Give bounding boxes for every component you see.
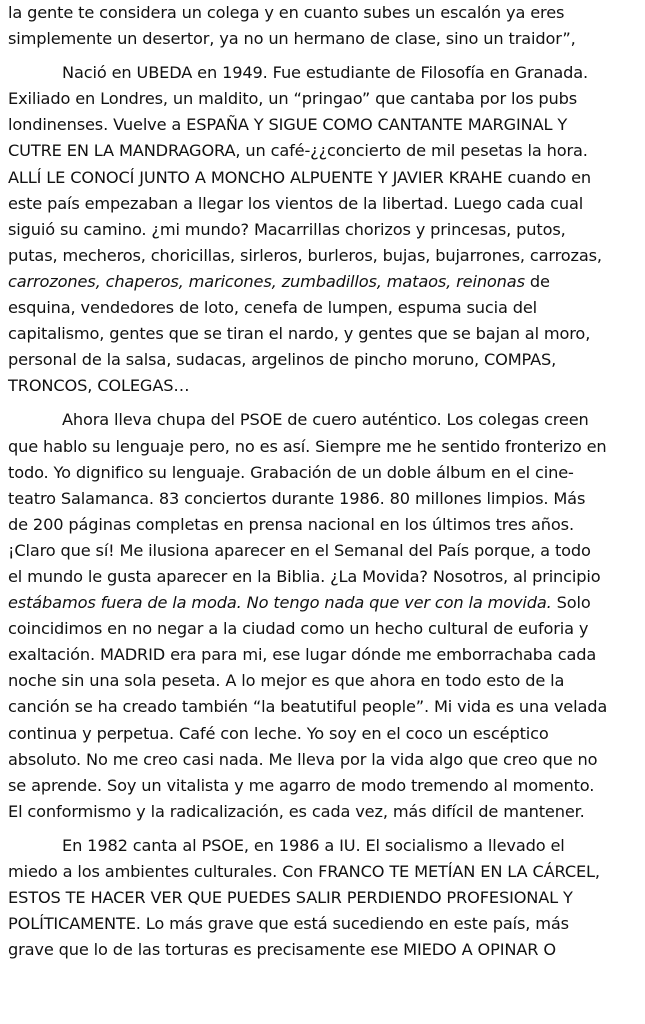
text-fragment: de [524, 271, 550, 291]
text-line: teatro Salamanca. 83 conciertos durante 1986. 80 millones limpios. Más [8, 488, 586, 508]
text-line: continua y perpetua. Café con leche. Yo soy en el coco un escéptico [8, 723, 549, 743]
text-line: En 1982 canta al PSOE, en 1986 a IU. El socialismo a llevado el [62, 835, 565, 855]
text-line: siguió su camino. ¿mi mundo? Macarrillas chorizos y princesas, putos, [8, 219, 566, 239]
text-line: miedo a los ambientes culturales. Con FRANCO TE METÍAN EN LA CÁRCEL, [8, 862, 600, 881]
paragraph-4 [8, 833, 638, 963]
text-line: grave que lo de las torturas es precisamente ese MIEDO A OPINAR O [8, 940, 556, 960]
text-line: ¡Claro que sí! Me ilusiona aparecer en el Semanal del País porque, a todo [8, 540, 591, 560]
document-page [8, 0, 638, 963]
text-line: esquina, vendedores de loto, cenefa de lumpen, espuma sucia del [8, 298, 537, 318]
text-line: noche sin una sola peseta. A lo mejor es que ahora en todo esto de la [8, 671, 565, 691]
text-line: absoluto. No me creo casi nada. Me lleva por la vida algo que creo que no [8, 749, 598, 769]
paragraph-2 [8, 60, 638, 399]
text-line: simplemente un desertor, ya no un hermano de clase, sino un traidor”, [8, 29, 576, 49]
text-line: putas, mecheros, choricillas, sirleros, burleros, bujas, bujarrones, carrozas, [8, 245, 602, 265]
text-line: canción se ha creado también “la beatutiful people”. Mi vida es una velada [8, 697, 608, 717]
text-line: Nació en UBEDA en 1949. Fue estudiante de Filosofía en Granada. [62, 63, 589, 83]
text-line: Exiliado en Londres, un maldito, un “pringao” que cantaba por los pubs [8, 89, 578, 109]
text-line: se aprende. Soy un vitalista y me agarro de modo tremendo al momento. [8, 775, 595, 795]
text-line: la gente te considera un colega y en cuanto subes un escalón ya eres [8, 3, 565, 22]
text-line: este país empezaban a llegar los vientos de la libertad. Luego cada cual [8, 193, 584, 213]
text-line: de 200 páginas completas en prensa nacional en los últimos tres años. [8, 514, 574, 534]
text-line-italic [8, 590, 638, 616]
text-line: exaltación. MADRID era para mi, ese lugar dónde me emborrachaba cada [8, 645, 597, 665]
paragraph-1 [8, 0, 638, 52]
text-fragment: Solo [551, 593, 591, 613]
text-line: coincidimos en no negar a la ciudad como un hecho cultural de euforia y [8, 619, 589, 639]
text-line: el mundo le gusta aparecer en la Biblia. ¿La Movida? Nosotros, al principio [8, 566, 601, 586]
text-line: CUTRE EN LA MANDRAGORA, un café-¿¿concierto de mil pesetas la hora. [8, 141, 588, 161]
text-line: que hablo su lenguaje pero, no es así. Siempre me he sentido fronterizo en [8, 436, 607, 456]
text-line: ESTOS TE HACER VER QUE PUEDES SALIR PERDIENDO PROFESIONAL Y [8, 888, 573, 908]
text-line: POLÍTICAMENTE. Lo más grave que está sucediendo en este país, más [8, 914, 569, 934]
text-line: todo. Yo dignifico su lenguaje. Grabación de un doble álbum en el cine- [8, 462, 574, 482]
text-line: El conformismo y la radicalización, es cada vez, más difícil de mantener. [8, 801, 585, 821]
text-line: TRONCOS, COLEGAS… [8, 376, 190, 396]
text-line-italic [8, 269, 638, 295]
text-line: personal de la salsa, sudacas, argelinos de pincho moruno, COMPAS, [8, 350, 557, 370]
text-line: ALLÍ LE CONOCÍ JUNTO A MONCHO ALPUENTE Y JAVIER KRAHE cuando en [8, 167, 592, 187]
paragraph-3 [8, 407, 638, 825]
text-line: capitalismo, gentes que se tiran el nardo, y gentes que se bajan al moro, [8, 324, 591, 344]
italic-text: estábamos fuera de la moda. No tengo nada que ver con la movida. [8, 593, 552, 613]
text-line: londinenses. Vuelve a ESPAÑA Y SIGUE COMO CANTANTE MARGINAL Y [8, 115, 568, 135]
text-line: Ahora lleva chupa del PSOE de cuero auténtico. Los colegas creen [62, 410, 589, 430]
italic-text: carrozones, chaperos, maricones, zumbadillos, mataos, reinonas [8, 271, 525, 291]
